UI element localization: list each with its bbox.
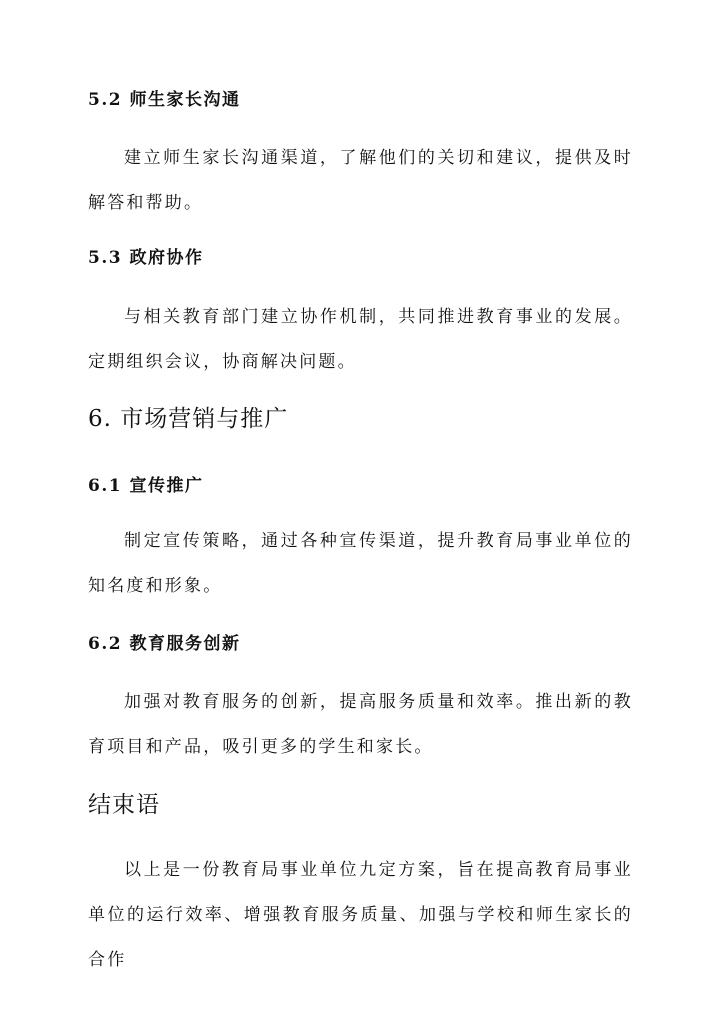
section-5-3-body: 与相关教育部门建立协作机制，共同推进教育事业的发展。定期组织会议，协商解决问题。 [88,307,633,372]
conclusion-heading: 结束语 [88,792,160,818]
section-6-1-heading: 6.1 宣传推广 [88,476,204,496]
section-5-2-body: 建立师生家长沟通渠道，了解他们的关切和建议，提供及时解答和帮助。 [88,148,633,213]
section-6-2-heading: 6.2 教育服务创新 [88,634,241,654]
section-6-1-body: 制定宣传策略，通过各种宣传渠道，提升教育局事业单位的知名度和形象。 [88,531,633,596]
section-5-2-heading: 5.2 师生家长沟通 [88,90,241,110]
conclusion-body: 以上是一份教育局事业单位九定方案，旨在提高教育局事业单位的运行效率、增强教育服务质量、加强与学校和师生家长的合作 [88,860,633,970]
section-5-3-heading: 5.3 政府协作 [88,248,204,268]
section-6-2-body: 加强对教育服务的创新，提高服务质量和效率。推出新的教育项目和产品，吸引更多的学生和家长。 [88,692,633,757]
section-6-heading: 6. 市场营销与推广 [88,406,289,432]
